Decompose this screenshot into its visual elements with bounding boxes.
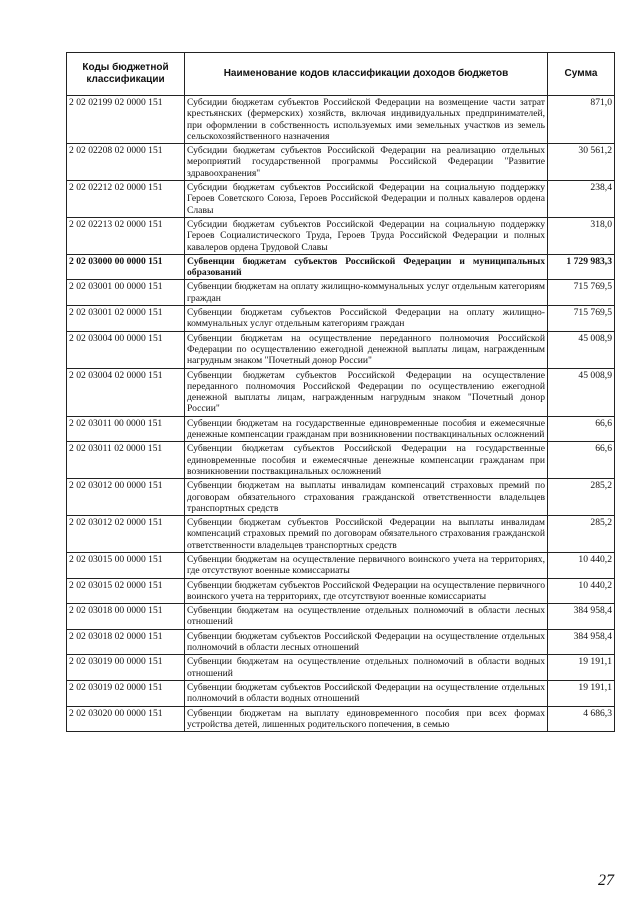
code-cell: 2 02 03001 00 0000 151: [67, 280, 185, 306]
name-cell: Субвенции бюджетам субъектов Российской Федерации на оплату жилищно-коммунальных услуг отдельным категориям граждан: [185, 306, 548, 332]
budget-revenue-table: [66, 52, 615, 732]
code-cell: 2 02 02212 02 0000 151: [67, 181, 185, 218]
sum-cell: 66,6: [548, 442, 615, 479]
name-cell: Субвенции бюджетам на оплату жилищно-коммунальных услуг отдельным категориям граждан: [185, 280, 548, 306]
table-row: [67, 280, 615, 306]
code-cell: 2 02 03018 00 0000 151: [67, 604, 185, 630]
name-cell: Субсидии бюджетам субъектов Российской Федерации на социальную поддержку Героев Социалистического Труда, Героев Труда Российской Федерации и полных кавалеров ордена Трудовой Славы: [185, 217, 548, 254]
code-cell: 2 02 02199 02 0000 151: [67, 96, 185, 144]
table-row: [67, 181, 615, 218]
table-row: [67, 680, 615, 706]
table-row: [67, 217, 615, 254]
table-header-row: [67, 53, 615, 96]
sum-cell: 285,2: [548, 516, 615, 553]
table-row: [67, 552, 615, 578]
table-row: [67, 479, 615, 516]
name-cell: Субвенции бюджетам на осуществление отдельных полномочий в области лесных отношений: [185, 604, 548, 630]
sum-cell: 318,0: [548, 217, 615, 254]
sum-cell: 45 008,9: [548, 368, 615, 416]
name-cell: Субсидии бюджетам субъектов Российской Федерации на реализацию отдельных мероприятий государственной программы Российской Федерации "Развитие здравоохранения": [185, 144, 548, 181]
code-cell: 2 02 03012 00 0000 151: [67, 479, 185, 516]
code-cell: 2 02 02208 02 0000 151: [67, 144, 185, 181]
sum-cell: 715 769,5: [548, 280, 615, 306]
sum-cell: 384 958,4: [548, 629, 615, 655]
sum-cell: 66,6: [548, 416, 615, 442]
table-row: [67, 254, 615, 280]
sum-cell: 10 440,2: [548, 552, 615, 578]
code-cell: 2 02 03015 00 0000 151: [67, 552, 185, 578]
table-row: [67, 368, 615, 416]
code-cell: 2 02 02213 02 0000 151: [67, 217, 185, 254]
sum-cell: 45 008,9: [548, 331, 615, 368]
table-row: [67, 306, 615, 332]
table-row: [67, 442, 615, 479]
name-cell: Субвенции бюджетам субъектов Российской Федерации и муниципальных образований: [185, 254, 548, 280]
name-cell: Субвенции бюджетам субъектов Российской Федерации на осуществление отдельных полномочий в области водных отношений: [185, 680, 548, 706]
table-row: [67, 96, 615, 144]
code-cell: 2 02 03011 00 0000 151: [67, 416, 185, 442]
sum-cell: 871,0: [548, 96, 615, 144]
name-cell: Субвенции бюджетам на осуществление переданного полномочия Российской Федерации по осуществлению ежегодной денежной выплаты лицам, награжденным нагрудным знаком "Почетный донор России": [185, 331, 548, 368]
sum-cell: 715 769,5: [548, 306, 615, 332]
code-cell: 2 02 03000 00 0000 151: [67, 254, 185, 280]
sum-cell: 238,4: [548, 181, 615, 218]
code-cell: 2 02 03019 02 0000 151: [67, 680, 185, 706]
code-cell: 2 02 03011 02 0000 151: [67, 442, 185, 479]
code-cell: 2 02 03020 00 0000 151: [67, 706, 185, 732]
name-cell: Субвенции бюджетам на выплату единовременного пособия при всех формах устройства детей, лишенных родительского попечения, в семью: [185, 706, 548, 732]
header-code: Коды бюджетной классификации: [67, 53, 185, 96]
name-cell: Субвенции бюджетам субъектов Российской Федерации на осуществление первичного воинского учета на территориях, где отсутствуют военные комиссариаты: [185, 578, 548, 604]
name-cell: Субвенции бюджетам на государственные единовременные пособия и ежемесячные денежные компенсации гражданам при возникновении поствакцинальных осложнений: [185, 416, 548, 442]
table-row: [67, 629, 615, 655]
table-row: [67, 331, 615, 368]
code-cell: 2 02 03018 02 0000 151: [67, 629, 185, 655]
code-cell: 2 02 03004 00 0000 151: [67, 331, 185, 368]
table-row: [67, 416, 615, 442]
name-cell: Субвенции бюджетам субъектов Российской Федерации на осуществление отдельных полномочий в области лесных отношений: [185, 629, 548, 655]
code-cell: 2 02 03004 02 0000 151: [67, 368, 185, 416]
table-row: [67, 144, 615, 181]
page-number: 27: [598, 872, 614, 889]
name-cell: Субвенции бюджетам субъектов Российской Федерации на осуществление переданного полномочия Российской Федерации по осуществлению ежегодной денежной выплаты лицам, награжденным нагрудным знаком "Почетный донор России": [185, 368, 548, 416]
table-row: [67, 578, 615, 604]
name-cell: Субвенции бюджетам субъектов Российской Федерации на выплаты инвалидам компенсаций страховых премий по договорам обязательного страхования гражданской ответственности владельцев транспортных средств: [185, 516, 548, 553]
table-row: [67, 706, 615, 732]
name-cell: Субвенции бюджетам на осуществление отдельных полномочий в области водных отношений: [185, 655, 548, 681]
sum-cell: 19 191,1: [548, 680, 615, 706]
sum-cell: 1 729 983,3: [548, 254, 615, 280]
name-cell: Субвенции бюджетам на осуществление первичного воинского учета на территориях, где отсутствуют военные комиссариаты: [185, 552, 548, 578]
table-row: [67, 604, 615, 630]
code-cell: 2 02 03019 00 0000 151: [67, 655, 185, 681]
code-cell: 2 02 03012 02 0000 151: [67, 516, 185, 553]
sum-cell: 19 191,1: [548, 655, 615, 681]
code-cell: 2 02 03015 02 0000 151: [67, 578, 185, 604]
table-row: [67, 655, 615, 681]
header-sum: Сумма: [548, 53, 615, 96]
sum-cell: 10 440,2: [548, 578, 615, 604]
name-cell: Субсидии бюджетам субъектов Российской Федерации на социальную поддержку Героев Советского Союза, Героев Российской Федерации и полных кавалеров ордена Славы: [185, 181, 548, 218]
table-body: [67, 96, 615, 732]
table-row: [67, 516, 615, 553]
header-name: Наименование кодов классификации доходов бюджетов: [185, 53, 548, 96]
code-cell: 2 02 03001 02 0000 151: [67, 306, 185, 332]
sum-cell: 4 686,3: [548, 706, 615, 732]
name-cell: Субвенции бюджетам субъектов Российской Федерации на государственные единовременные пособия и ежемесячные денежные компенсации гражданам при возникновении поствакцинальных осложнений: [185, 442, 548, 479]
name-cell: Субсидии бюджетам субъектов Российской Федерации на возмещение части затрат крестьянских (фермерских) хозяйств, включая индивидуальных предпринимателей, при оформлении в собственность используемых ими земельных участков из земель сельскохозяйственного назначения: [185, 96, 548, 144]
name-cell: Субвенции бюджетам на выплаты инвалидам компенсаций страховых премий по договорам обязательного страхования гражданской ответственности владельцев транспортных средств: [185, 479, 548, 516]
sum-cell: 384 958,4: [548, 604, 615, 630]
sum-cell: 30 561,2: [548, 144, 615, 181]
sum-cell: 285,2: [548, 479, 615, 516]
